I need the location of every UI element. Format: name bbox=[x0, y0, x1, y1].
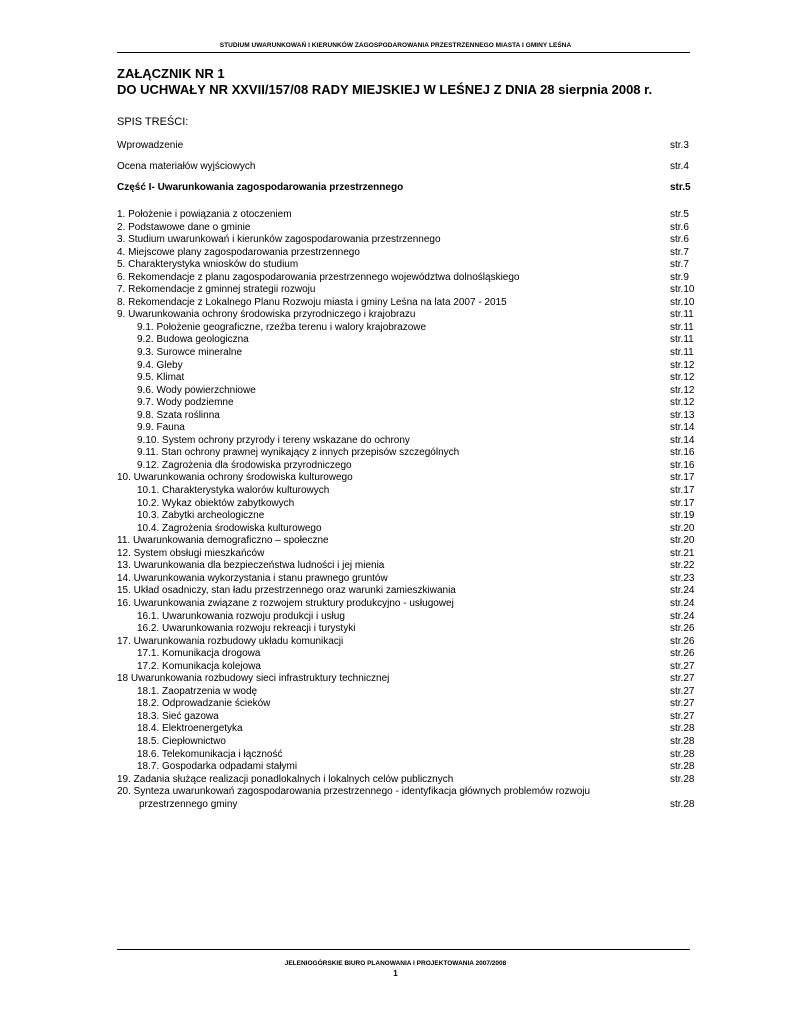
toc-entry-page: str.7 bbox=[670, 246, 689, 258]
toc-lead-text: Wprowadzenie bbox=[117, 140, 184, 151]
toc-entry-page: str.27 bbox=[670, 710, 695, 722]
toc-entry bbox=[117, 560, 699, 573]
toc-entry-text: 9.12. Zagrożenia dla środowiska przyrodniczego bbox=[137, 459, 352, 471]
toc-entry-text: 17. Uwarunkowania rozbudowy układu komunikacji bbox=[117, 635, 344, 647]
toc-entry-text: 16.1. Uwarunkowania rozwoju produkcji i usług bbox=[137, 610, 345, 622]
toc-entry-text: 10.4. Zagrożenia środowiska kulturowego bbox=[137, 522, 322, 534]
page-number: 1 bbox=[393, 969, 398, 978]
toc-entry-text: 9.6. Wody powierzchniowe bbox=[137, 384, 256, 396]
toc-heading: SPIS TREŚCI: bbox=[117, 116, 189, 128]
toc-entry-text: 18.6. Telekomunikacja i łączność bbox=[137, 748, 283, 760]
toc-part-heading bbox=[117, 182, 699, 194]
toc-entry bbox=[117, 309, 699, 322]
toc-entry bbox=[117, 498, 699, 511]
header-divider bbox=[117, 52, 690, 53]
toc-entry bbox=[117, 636, 699, 649]
toc-entry bbox=[117, 523, 699, 536]
toc-entry bbox=[117, 460, 699, 473]
toc-entry bbox=[117, 661, 699, 674]
toc-entry-page: str.10 bbox=[670, 284, 695, 296]
toc-entry bbox=[117, 334, 699, 347]
toc-entry-page: str.24 bbox=[670, 597, 695, 609]
toc-entry-page: str.28 bbox=[670, 723, 695, 735]
toc-entry-page: str.7 bbox=[670, 259, 689, 271]
toc-entry-text: 9.5. Klimat bbox=[137, 372, 185, 384]
toc-entry bbox=[117, 548, 699, 561]
toc-entry bbox=[117, 485, 699, 498]
toc-entry-page: str.11 bbox=[670, 309, 694, 321]
toc-entry bbox=[117, 222, 699, 235]
toc-entry-page: str.5 bbox=[670, 209, 689, 220]
toc-entry-text: 18.5. Ciepłownictwo bbox=[137, 735, 226, 747]
toc-entry-page: str.24 bbox=[670, 610, 695, 622]
toc-entry-text: 10. Uwarunkowania ochrony środowiska kulturowego bbox=[117, 472, 353, 484]
toc-entry bbox=[117, 322, 699, 335]
toc-entry bbox=[117, 698, 699, 711]
toc-entry bbox=[117, 284, 699, 297]
toc-entry bbox=[117, 535, 699, 548]
toc-entry bbox=[117, 447, 699, 460]
toc-entry-text: 18.7. Gospodarka odpadami stałymi bbox=[137, 761, 298, 773]
toc-entry-text: 18.1. Zaopatrzenia w wodę bbox=[137, 685, 258, 697]
toc-entry-page: str.28 bbox=[670, 761, 695, 773]
footer-divider bbox=[117, 949, 690, 950]
toc-list bbox=[117, 209, 699, 811]
toc-entry-text: 12. System obsługi mieszkańców bbox=[117, 547, 265, 559]
toc-entry-text: 8. Rekomendacje z Lokalnego Planu Rozwoju miasta i gminy Leśna na lata 2007 - 2015 bbox=[117, 296, 507, 308]
toc-entry bbox=[117, 711, 699, 724]
toc-entry-page: str.27 bbox=[670, 673, 695, 685]
toc-entry bbox=[117, 774, 699, 787]
toc-entry bbox=[117, 573, 699, 586]
toc-entry-text: 16.2. Uwarunkowania rozwoju rekreacji i turystyki bbox=[137, 623, 356, 635]
toc-entry-page: str.11 bbox=[670, 347, 694, 359]
toc-entry-text: 16. Uwarunkowania związane z rozwojem struktury produkcyjno - usługowej bbox=[117, 597, 454, 609]
toc-entry bbox=[117, 347, 699, 360]
toc-lead-text: Część I- Uwarunkowania zagospodarowania przestrzennego bbox=[117, 182, 404, 193]
toc-entry bbox=[117, 422, 699, 435]
toc-entry bbox=[117, 623, 699, 636]
toc-entry-text: 1. Położenie i powiązania z otoczeniem bbox=[117, 209, 292, 220]
toc-entry-page: str.28 bbox=[670, 773, 695, 785]
toc-entry-page: str.28 bbox=[670, 748, 695, 760]
toc-entry bbox=[117, 247, 699, 260]
toc-entry-page: str.16 bbox=[670, 447, 695, 459]
title-line-2: DO UCHWAŁY NR XXVII/157/08 RADY MIEJSKIEJ W LEŚNEJ Z DNIA 28 sierpnia 2008 r. bbox=[117, 82, 653, 97]
toc-entry-text: 9.9. Fauna bbox=[137, 422, 185, 434]
toc-entry-text: 9.1. Położenie geograficzne, rzeźba terenu i walory krajobrazowe bbox=[137, 321, 427, 333]
toc-entry-text: 5. Charakterystyka wniosków do studium bbox=[117, 259, 299, 271]
toc-entry-text: 14. Uwarunkowania wykorzystania i stanu prawnego gruntów bbox=[117, 572, 388, 584]
page-footer: JELENIOGÓRSKIE BIURO PLANOWANIA I PROJEKTOWANIA 2007/2008 bbox=[284, 960, 507, 967]
toc-entry-page: str.23 bbox=[670, 572, 695, 584]
toc-entry bbox=[117, 209, 699, 222]
toc-entry-text: 10.2. Wykaz obiektów zabytkowych bbox=[137, 497, 295, 509]
toc-entry bbox=[117, 234, 699, 247]
toc-entry bbox=[117, 686, 699, 699]
toc-entry-text: 9.3. Surowce mineralne bbox=[137, 347, 243, 359]
toc-entry-page: str.28 bbox=[670, 735, 695, 747]
toc-entry-page: str.14 bbox=[670, 422, 695, 434]
toc-entry-text: 10.1. Charakterystyka walorów kulturowych bbox=[137, 485, 330, 497]
toc-entry-page: str.22 bbox=[670, 560, 695, 572]
title-line-1: ZAŁĄCZNIK NR 1 bbox=[117, 66, 225, 81]
toc-entry-page: str.12 bbox=[670, 397, 695, 409]
toc-entry bbox=[117, 585, 699, 598]
toc-entry-page: str.9 bbox=[670, 271, 689, 283]
toc-entry-text: 10.3. Zabytki archeologiczne bbox=[137, 510, 265, 522]
toc-entry bbox=[117, 786, 699, 811]
toc-entry-text: 13. Uwarunkowania dla bezpieczeństwa ludności i jej mienia bbox=[117, 560, 385, 572]
toc-entry-page: str.11 bbox=[670, 321, 694, 333]
toc-entry bbox=[117, 397, 699, 410]
toc-entry bbox=[117, 372, 699, 385]
toc-entry-text: 9. Uwarunkowania ochrony środowiska przyrodniczego i krajobrazu bbox=[117, 309, 416, 321]
toc-entry-page: str.27 bbox=[670, 660, 695, 672]
toc-entry-text: 2. Podstawowe dane o gminie bbox=[117, 221, 251, 233]
toc-entry-text: 18.2. Odprowadzanie ścieków bbox=[137, 698, 271, 710]
toc-entry-page: str.12 bbox=[670, 359, 695, 371]
toc-entry-text: 18.3. Sieć gazowa bbox=[137, 710, 219, 722]
toc-entry-text: 18 Uwarunkowania rozbudowy sieci infrastruktury technicznej bbox=[117, 673, 390, 685]
toc-entry-text: 11. Uwarunkowania demograficzno – społeczne bbox=[117, 535, 329, 547]
toc-entry-text: 20. Synteza uwarunkowań zagospodarowania przestrzennego - identyfikacja głównych problemów rozwoju bbox=[117, 786, 591, 798]
toc-entry bbox=[117, 297, 699, 310]
toc-entry-page: str.17 bbox=[670, 472, 695, 484]
toc-lead-row bbox=[117, 140, 699, 152]
toc-entry-page: str.13 bbox=[670, 409, 695, 421]
toc-entry-text: 7. Rekomendacje z gminnej strategii rozwoju bbox=[117, 284, 316, 296]
toc-entry-text: 9.2. Budowa geologiczna bbox=[137, 334, 249, 346]
toc-entry-page: str.20 bbox=[670, 535, 695, 547]
page-header: STUDIUM UWARUNKOWAŃ I KIERUNKÓW ZAGOSPODAROWANIA PRZESTRZENNEGO MIASTA I GMINY LEŚNA bbox=[219, 42, 572, 49]
toc-entry-text: 19. Zadania służące realizacji ponadlokalnych i lokalnych celów publicznych bbox=[117, 773, 454, 785]
toc-entry-continuation: przestrzennego gminy bbox=[139, 798, 238, 810]
toc-lead-page: str.4 bbox=[670, 161, 689, 172]
toc-entry-page: str.24 bbox=[670, 585, 695, 597]
toc-entry-text: 18.4. Elektroenergetyka bbox=[137, 723, 243, 735]
toc-entry-page: str.20 bbox=[670, 522, 695, 534]
toc-entry-page: str.10 bbox=[670, 296, 695, 308]
toc-entry-page: str.19 bbox=[670, 510, 695, 522]
toc-entry-page: str.6 bbox=[670, 221, 689, 233]
toc-entry-page: str.12 bbox=[670, 372, 695, 384]
toc-entry-page: str.27 bbox=[670, 698, 695, 710]
toc-entry-text: 9.10. System ochrony przyrody i tereny wskazane do ochrony bbox=[137, 434, 410, 446]
toc-entry-page: str.6 bbox=[670, 234, 689, 246]
toc-entry bbox=[117, 723, 699, 736]
toc-entry bbox=[117, 648, 699, 661]
toc-entry bbox=[117, 761, 699, 774]
toc-entry-page: str.17 bbox=[670, 485, 695, 497]
toc-entry bbox=[117, 749, 699, 762]
toc-entry bbox=[117, 472, 699, 485]
toc-entry-text: 9.8. Szata roślinna bbox=[137, 409, 220, 421]
toc-entry bbox=[117, 259, 699, 272]
toc-entry-text: 17.1. Komunikacja drogowa bbox=[137, 648, 261, 660]
toc-entry-page: str.16 bbox=[670, 459, 695, 471]
toc-lead-row bbox=[117, 161, 699, 173]
toc-lead-text: Ocena materiałów wyjściowych bbox=[117, 161, 256, 172]
toc-entry bbox=[117, 435, 699, 448]
toc-entry-page: str.26 bbox=[670, 635, 695, 647]
toc-entry bbox=[117, 611, 699, 624]
toc-entry-text: 4. Miejscowe plany zagospodarowania przestrzennego bbox=[117, 246, 360, 258]
toc-entry-page: str.27 bbox=[670, 685, 695, 697]
toc-entry-page: str.28 bbox=[670, 798, 695, 810]
toc-entry-text: 9.7. Wody podziemne bbox=[137, 397, 234, 409]
toc-entry bbox=[117, 510, 699, 523]
toc-entry bbox=[117, 736, 699, 749]
toc-entry-text: 3. Studium uwarunkowań i kierunków zagospodarowania przestrzennego bbox=[117, 234, 441, 246]
toc-lead-page: str.5 bbox=[670, 182, 691, 193]
toc-entry-page: str.11 bbox=[670, 334, 694, 346]
toc-entry-page: str.26 bbox=[670, 623, 695, 635]
toc-entry-text: 17.2. Komunikacja kolejowa bbox=[137, 660, 261, 672]
toc-entry-page: str.17 bbox=[670, 497, 695, 509]
toc-entry-page: str.26 bbox=[670, 648, 695, 660]
toc-entry bbox=[117, 673, 699, 686]
toc-entry bbox=[117, 410, 699, 423]
toc-entry-text: 15. Układ osadniczy, stan ładu przestrzennego oraz warunki zamieszkiwania bbox=[117, 585, 456, 597]
toc-entry-page: str.21 bbox=[670, 547, 695, 559]
toc-entry-text: 6. Rekomendacje z planu zagospodarowania przestrzennego województwa dolnośląskiego bbox=[117, 271, 520, 283]
toc-entry bbox=[117, 598, 699, 611]
toc-entry bbox=[117, 360, 699, 373]
toc-entry-page: str.14 bbox=[670, 434, 695, 446]
toc-entry bbox=[117, 385, 699, 398]
toc-entry-page: str.12 bbox=[670, 384, 695, 396]
document-title bbox=[117, 66, 717, 98]
toc-entry bbox=[117, 272, 699, 285]
toc-entry-text: 9.4. Gleby bbox=[137, 359, 183, 371]
toc-lead-page: str.3 bbox=[670, 140, 689, 151]
toc-entry-text: 9.11. Stan ochrony prawnej wynikający z innych przepisów szczególnych bbox=[137, 447, 460, 459]
